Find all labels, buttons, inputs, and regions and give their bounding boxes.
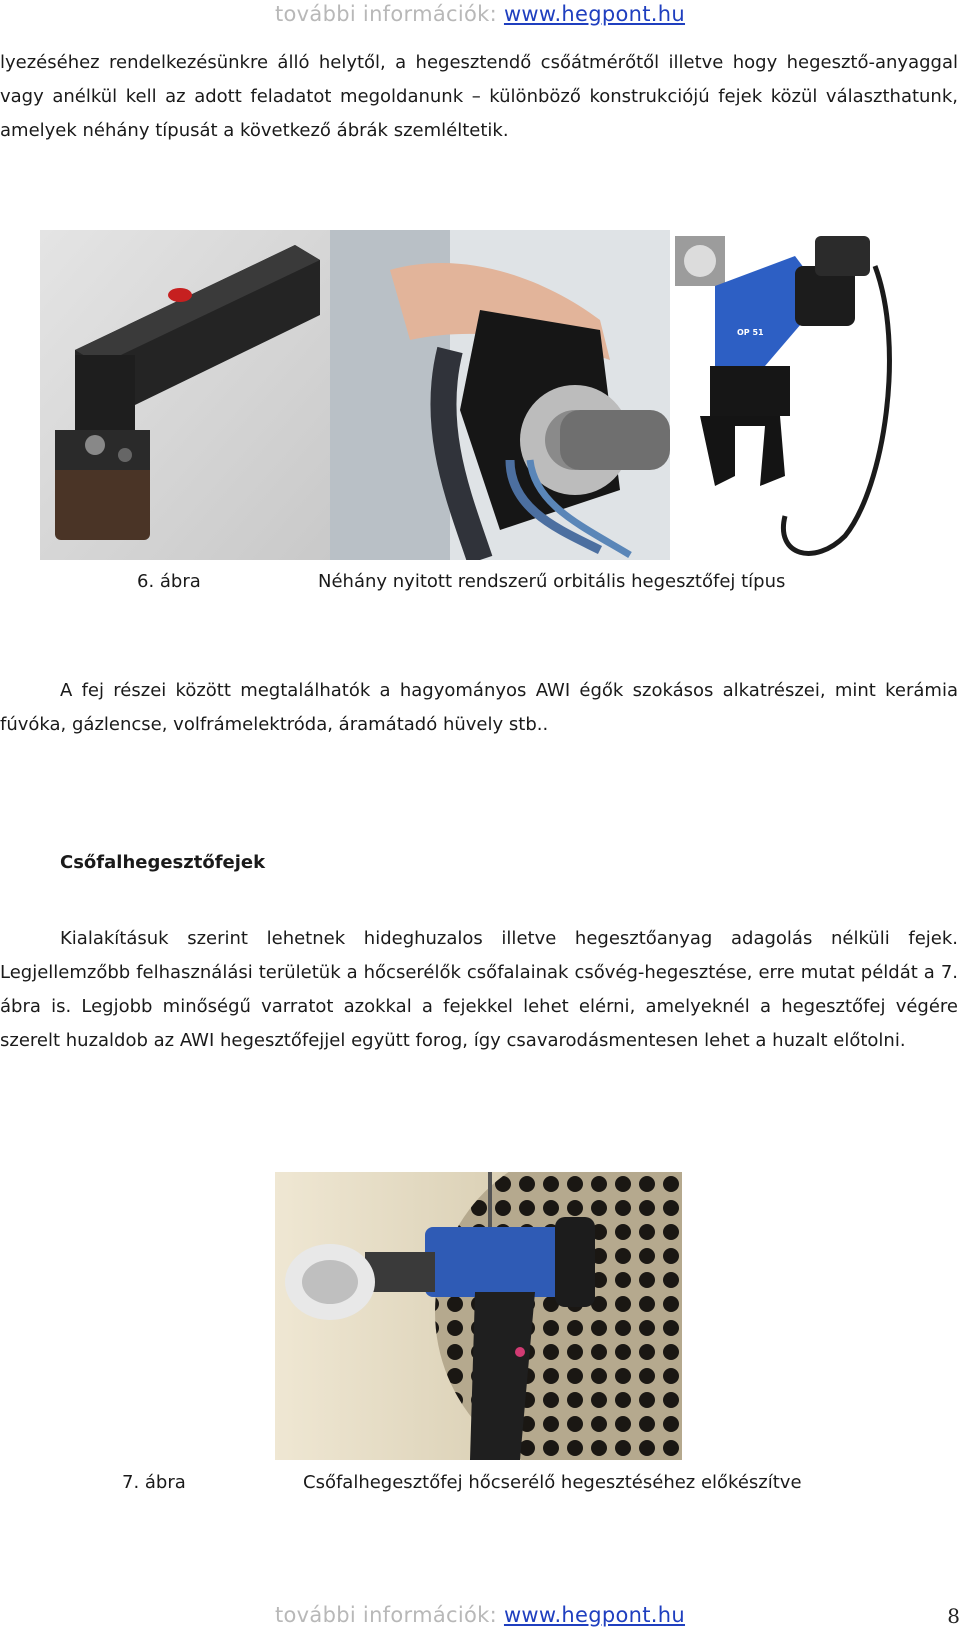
figure6-number: 6. ábra <box>137 571 201 592</box>
page-number: 8 <box>947 1604 960 1628</box>
tube-sheet-photo <box>275 1172 682 1460</box>
figure7-image <box>275 1172 682 1460</box>
components-paragraph: A fej részei között megtalálhatók a hagyományos AWI égők szokásos alkatrészei, mint kerámia fúvóka, gázlencse, volfrámelektróda, áramátadó hüvely stb.. <box>0 680 958 735</box>
section-heading: Csőfalhegesztőfejek <box>60 852 266 873</box>
figure6-image-middle <box>330 230 670 560</box>
footer-link[interactable]: www.hegpont.hu <box>503 1603 686 1627</box>
page-header <box>0 2 960 26</box>
figure6-image-right <box>675 226 915 560</box>
figure7-title: Csőfalhegesztőfej hőcserélő hegesztéséhez előkészítve <box>303 1472 802 1493</box>
header-link[interactable]: www.hegpont.hu <box>503 2 686 26</box>
figure6-title: Néhány nyitott rendszerű orbitális hegesztőfej típus <box>318 571 786 592</box>
figure6-image-left <box>40 230 330 560</box>
footer-prefix: további információk: <box>274 1603 504 1627</box>
tube-sheet-paragraph: Kialakításuk szerint lehetnek hideghuzalos illetve hegesztőanyag adagolás nélküli fejek. Legjellemzőbb felhasználási területük a hőcserélők csőfalainak csővég-hegesztése, erre mutat példát a 7. ábra is. Legjobb minőségű varratot azokkal a fejekkel lehet elérni, amelyeknél a hegesztőfej végére szerelt huzaldob az AWI hegesztőfejjel együtt forog, így csavarodásmentesen lehet a huzalt előtolni. <box>0 928 958 1051</box>
intro-paragraph: lyezéséhez rendelkezésünkre álló helytől, a hegesztendő csőátmérőtől illetve hogy hegesztő-anyaggal vagy anélkül kell az adott feladatot megoldanunk – különböző konstrukciójú fejek közül választhatunk, amelyek néhány típusát a következő ábrák szemléltetik. <box>0 52 958 141</box>
head-model-label: OP 51 <box>737 328 764 337</box>
header-prefix: további információk: <box>274 2 504 26</box>
figure7-number: 7. ábra <box>122 1472 186 1493</box>
page-footer <box>0 1603 960 1627</box>
